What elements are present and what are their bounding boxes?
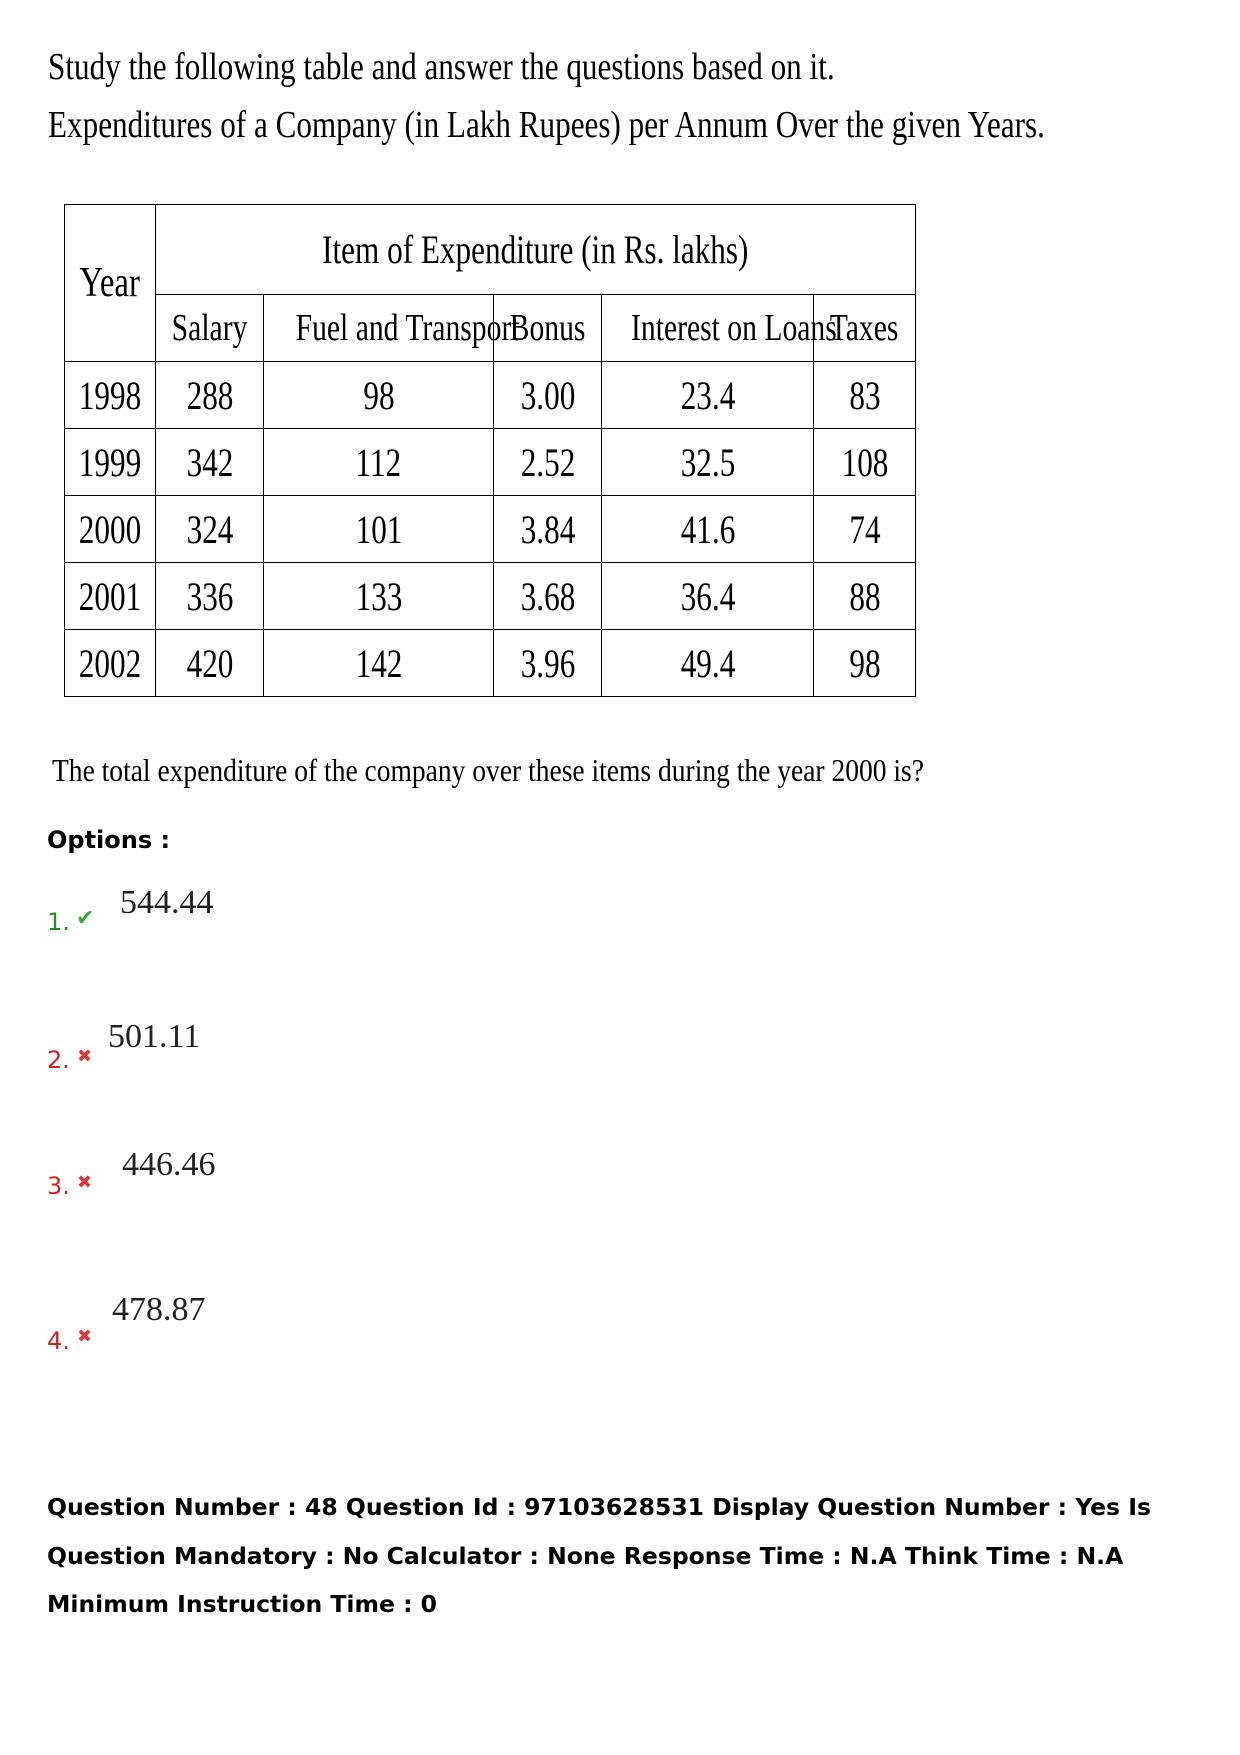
column-header-interest: Interest on Loans bbox=[602, 295, 814, 362]
table-row bbox=[65, 563, 916, 630]
table-cell: 342 bbox=[156, 429, 264, 496]
table-cell: 49.4 bbox=[602, 630, 814, 697]
table-cell: 112 bbox=[264, 429, 494, 496]
table-cell: 3.68 bbox=[494, 563, 602, 630]
table-cell: 336 bbox=[156, 563, 264, 630]
table-cell: 142 bbox=[264, 630, 494, 697]
passage-heading bbox=[48, 38, 1045, 154]
table-cell: 41.6 bbox=[602, 496, 814, 563]
option-number: 4. bbox=[47, 1327, 70, 1355]
year-cell: 2001 bbox=[65, 563, 156, 630]
expenditure-group-header: Item of Expenditure (in Rs. lakhs) bbox=[156, 205, 916, 295]
question-text: The total expenditure of the company over these items during the year 2000 is? bbox=[52, 752, 924, 788]
table-row bbox=[65, 362, 916, 429]
table-cell: 23.4 bbox=[602, 362, 814, 429]
table-row bbox=[65, 429, 916, 496]
question-metadata: Question Number : 48 Question Id : 97103628531 Display Question Number : Yes Is Question Mandatory : No Calculator : None Response Time : N.A Think Time : N.A Minimum Instruction Time : 0 bbox=[47, 1493, 1151, 1618]
option-value: 446.46 bbox=[122, 1146, 216, 1183]
table-row bbox=[65, 630, 916, 697]
table-cell: 74 bbox=[814, 496, 916, 563]
heading-line-2: Expenditures of a Company (in Lakh Rupees) per Annum Over the given Years. bbox=[48, 104, 1045, 146]
table-subheader-row bbox=[65, 295, 916, 362]
year-cell: 1999 bbox=[65, 429, 156, 496]
option-value: 478.87 bbox=[112, 1291, 206, 1328]
cross-icon: ✖ bbox=[77, 1326, 93, 1347]
table-cell: 3.96 bbox=[494, 630, 602, 697]
year-cell: 2000 bbox=[65, 496, 156, 563]
table-cell: 3.00 bbox=[494, 362, 602, 429]
year-column-header: Year bbox=[65, 205, 156, 362]
table-cell: 36.4 bbox=[602, 563, 814, 630]
table-header-row bbox=[65, 205, 916, 295]
option-value: 501.11 bbox=[108, 1018, 201, 1055]
expenditure-table bbox=[64, 204, 916, 697]
table-cell: 324 bbox=[156, 496, 264, 563]
table-cell: 88 bbox=[814, 563, 916, 630]
table-row bbox=[65, 496, 916, 563]
table-cell: 32.5 bbox=[602, 429, 814, 496]
table-cell: 83 bbox=[814, 362, 916, 429]
cross-icon: ✖ bbox=[77, 1172, 93, 1193]
table-cell: 133 bbox=[264, 563, 494, 630]
option-number: 3. bbox=[47, 1172, 70, 1200]
option-value: 544.44 bbox=[120, 884, 214, 921]
table-cell: 101 bbox=[264, 496, 494, 563]
option-number: 2. bbox=[47, 1046, 70, 1074]
check-icon: ✔ bbox=[76, 906, 95, 931]
cross-icon: ✖ bbox=[77, 1046, 93, 1067]
table-cell: 98 bbox=[264, 362, 494, 429]
heading-line-1: Study the following table and answer the questions based on it. bbox=[48, 46, 835, 88]
option-number: 1. bbox=[47, 908, 70, 936]
table-cell: 420 bbox=[156, 630, 264, 697]
column-header-bonus: Bonus bbox=[494, 295, 602, 362]
table-cell: 2.52 bbox=[494, 429, 602, 496]
column-header-taxes: Taxes bbox=[814, 295, 916, 362]
column-header-salary: Salary bbox=[156, 295, 264, 362]
table-cell: 288 bbox=[156, 362, 264, 429]
year-cell: 1998 bbox=[65, 362, 156, 429]
year-cell: 2002 bbox=[65, 630, 156, 697]
table-cell: 108 bbox=[814, 429, 916, 496]
table-cell: 98 bbox=[814, 630, 916, 697]
options-label: Options : bbox=[47, 826, 171, 854]
column-header-fuel-transport: Fuel and Transport bbox=[264, 295, 494, 362]
table-cell: 3.84 bbox=[494, 496, 602, 563]
